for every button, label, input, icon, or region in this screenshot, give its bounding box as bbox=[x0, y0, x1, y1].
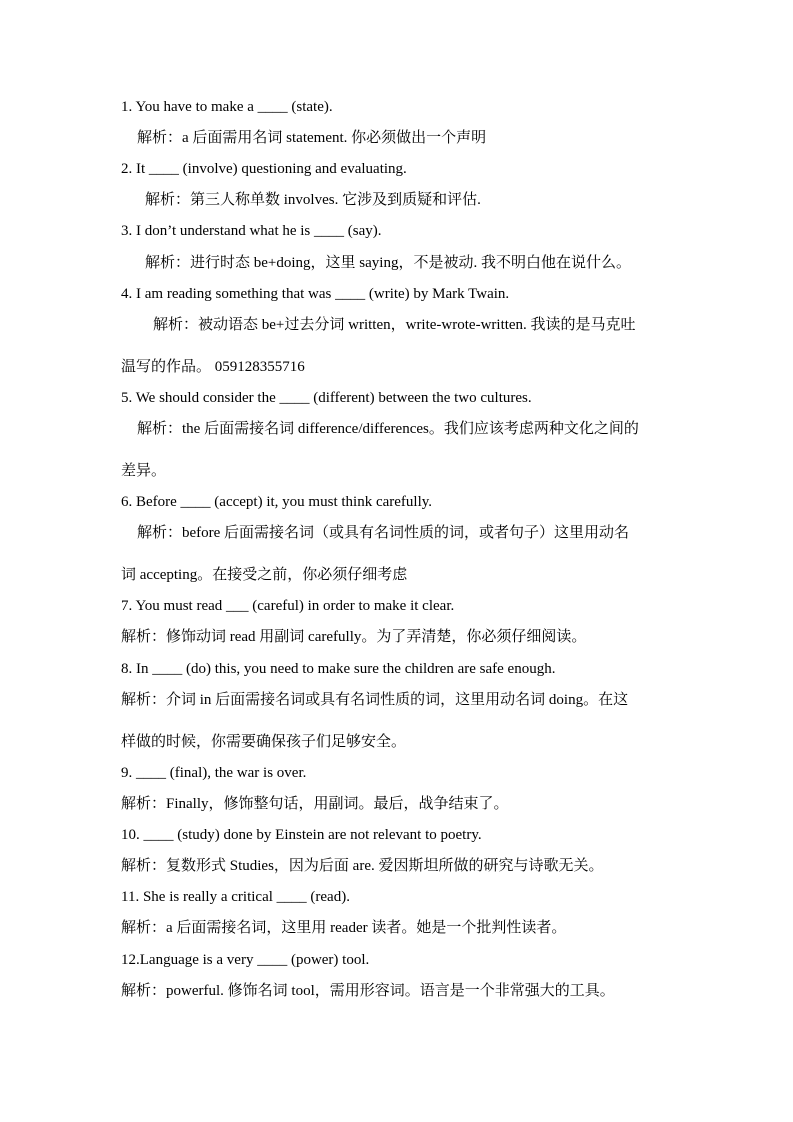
question-6: 6. Before ____ (accept) it, you must think carefully. bbox=[121, 494, 433, 510]
question-4: 4. I am reading something that was ____ (write) by Mark Twain. bbox=[121, 286, 510, 302]
answer-2: 解析：第三人称单数 involves. 它涉及到质疑和评估. bbox=[145, 192, 481, 208]
question-2: 2. It ____ (involve) questioning and evaluating. bbox=[121, 161, 407, 177]
answer-8-line-2: 样做的时候，你需要确保孩子们足够安全。 bbox=[121, 734, 407, 750]
answer-5-line-1: 解析：the 后面需接名词 difference/differences。我们应该考虑两种文化之间的 bbox=[137, 421, 639, 437]
question-10: 10. ____ (study) done by Einstein are not relevant to poetry. bbox=[121, 827, 482, 843]
question-5: 5. We should consider the ____ (different) between the two cultures. bbox=[121, 390, 532, 406]
question-8: 8. In ____ (do) this, you need to make sure the children are safe enough. bbox=[121, 661, 556, 677]
question-7: 7. You must read ___ (careful) in order to make it clear. bbox=[121, 598, 455, 614]
answer-11: 解析：a 后面需接名词，这里用 reader 读者。她是一个批判性读者。 bbox=[121, 920, 567, 936]
question-1: 1. You have to make a ____ (state). bbox=[121, 99, 333, 115]
answer-6-line-2: 词 accepting。在接受之前，你必须仔细考虑 bbox=[121, 567, 408, 583]
answer-7: 解析：修饰动词 read 用副词 carefully。为了弄清楚，你必须仔细阅读。 bbox=[121, 629, 587, 645]
answer-4-line-2: 温写的作品。 059128355716 bbox=[121, 359, 305, 375]
question-12: 12.Language is a very ____ (power) tool. bbox=[121, 952, 370, 968]
answer-1: 解析：a 后面需用名词 statement. 你必须做出一个声明 bbox=[137, 130, 487, 146]
question-11: 11. She is really a critical ____ (read). bbox=[121, 889, 350, 905]
answer-4-line-1: 解析：被动语态 be+过去分词 written，write-wrote-written. 我读的是马克吐 bbox=[153, 317, 636, 333]
answer-12: 解析：powerful. 修饰名词 tool，需用形容词。语言是一个非常强大的工具。 bbox=[121, 983, 615, 999]
question-3: 3. I don’t understand what he is ____ (say). bbox=[121, 223, 382, 239]
answer-5-line-2: 差异。 bbox=[121, 463, 167, 479]
answer-8-line-1: 解析：介词 in 后面需接名词或具有名词性质的词，这里用动名词 doing。在这 bbox=[121, 692, 629, 708]
answer-6-line-1: 解析：before 后面需接名词（或具有名词性质的词，或者句子）这里用动名 bbox=[137, 525, 630, 541]
answer-10: 解析：复数形式 Studies，因为后面 are. 爱因斯坦所做的研究与诗歌无关。 bbox=[121, 858, 604, 874]
question-9: 9. ____ (final), the war is over. bbox=[121, 765, 307, 781]
answer-3: 解析：进行时态 be+doing，这里 saying，不是被动. 我不明白他在说什么。 bbox=[145, 255, 631, 271]
answer-9: 解析：Finally，修饰整句话，用副词。最后，战争结束了。 bbox=[121, 796, 509, 812]
